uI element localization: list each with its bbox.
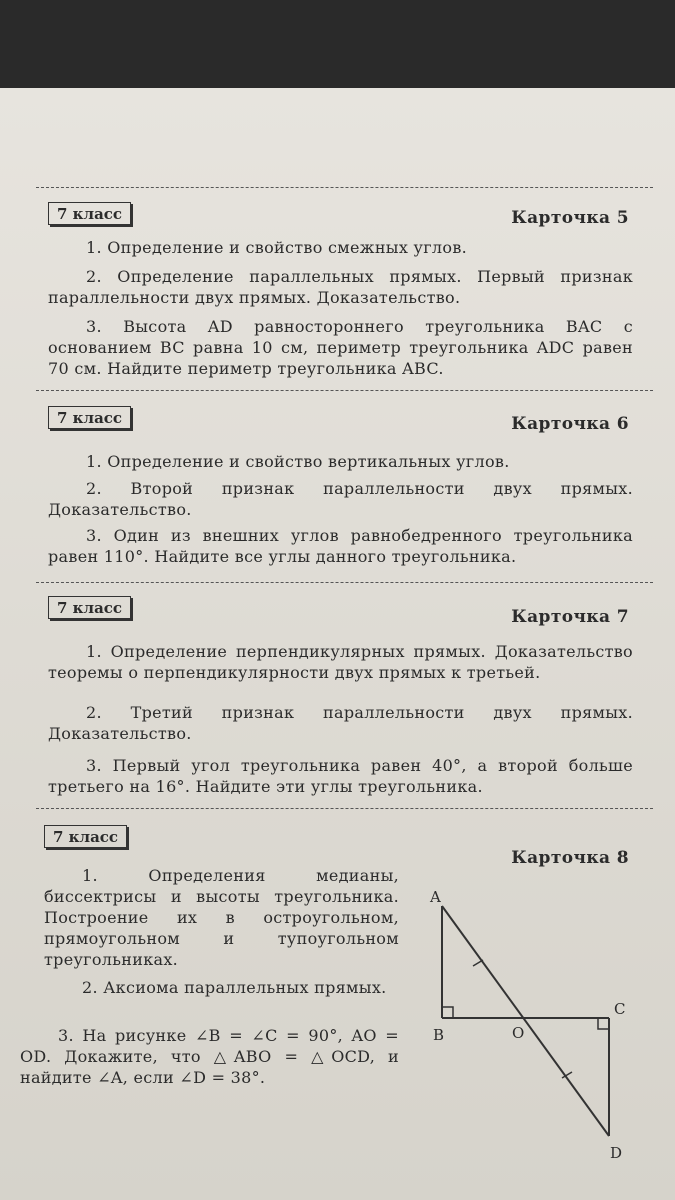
card-title: Карточка 6 bbox=[511, 414, 629, 434]
card-title: Карточка 8 bbox=[511, 848, 629, 868]
dashed-separator bbox=[36, 187, 653, 188]
grade-badge: 7 класс bbox=[48, 202, 131, 225]
dashed-separator bbox=[36, 582, 653, 583]
segment-ad bbox=[442, 906, 609, 1136]
point-label-a: A bbox=[430, 888, 441, 906]
card-item: 1. Определение и свойство вертикальных углов. bbox=[86, 452, 510, 471]
right-angle-c bbox=[598, 1018, 609, 1029]
dashed-separator bbox=[36, 808, 653, 809]
point-label-b: B bbox=[433, 1026, 445, 1044]
worksheet-page bbox=[0, 88, 675, 1200]
card-item: 3. Один из внешних углов равнобедренного треугольника равен 110°. Найдите все углы данного треугольника. bbox=[48, 526, 633, 566]
card-item: 2. Второй признак параллельности двух прямых. Доказательство. bbox=[48, 479, 633, 519]
card-item: 2. Третий признак параллельности двух прямых. Доказательство. bbox=[48, 703, 633, 743]
card-title: Карточка 5 bbox=[511, 208, 629, 228]
card-item: 2. Аксиома параллельных прямых. bbox=[82, 978, 387, 997]
card-item: 3. Первый угол треугольника равен 40°, а второй больше третьего на 16°. Найдите эти углы треугольника. bbox=[48, 756, 633, 796]
card-item: 1. Определение и свойство смежных углов. bbox=[86, 238, 468, 257]
geometry-figure bbox=[420, 888, 640, 1168]
grade-badge: 7 класс bbox=[48, 596, 131, 619]
point-label-c: C bbox=[614, 1000, 626, 1018]
card-title: Карточка 7 bbox=[511, 607, 629, 627]
grade-badge: 7 класс bbox=[44, 825, 127, 848]
point-label-o: O bbox=[512, 1024, 525, 1042]
grade-badge: 7 класс bbox=[48, 406, 131, 429]
right-angle-b bbox=[442, 1007, 453, 1018]
dashed-separator bbox=[36, 390, 653, 391]
card-item: 1. Определения медианы, биссектрисы и высоты треугольника. Построение их в остроугольном, прямоугольном и тупоугольном треугольниках. bbox=[44, 866, 399, 969]
card-item: 3. На рисунке ∠B = ∠C = 90°, AO = OD. Докажите, что △ABO = △OCD, и найдите ∠A, если ∠D = 38°. bbox=[20, 1026, 399, 1087]
card-item: 1. Определение перпендикулярных прямых. Доказательство теоремы о перпендикулярности двух прямых к третьей. bbox=[48, 642, 633, 682]
card-item: 3. Высота AD равностороннего треугольника BAC с основанием BC равна 10 см, периметр треугольника ADC равен 70 см. Найдите периметр треугольника ABC. bbox=[48, 317, 633, 378]
point-label-d: D bbox=[610, 1144, 623, 1162]
card-item: 2. Определение параллельных прямых. Первый признак параллельности двух прямых. Доказательство. bbox=[48, 267, 633, 307]
tick-ao bbox=[473, 960, 483, 966]
